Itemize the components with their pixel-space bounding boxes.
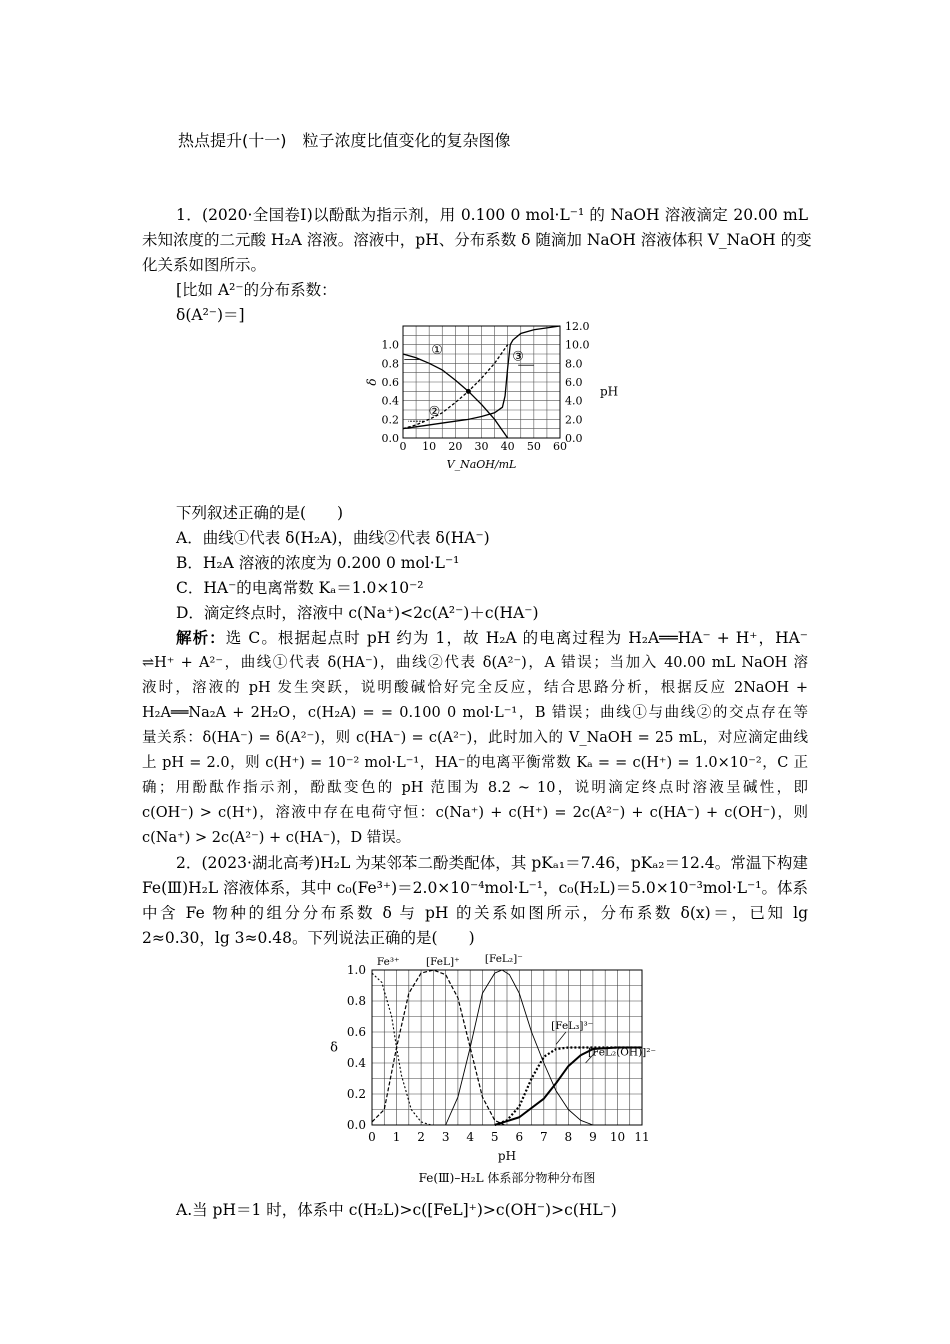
x-tick-label: 0 (368, 1130, 376, 1144)
x-tick-label: 5 (490, 1130, 499, 1144)
x-tick-label: 11 (634, 1130, 650, 1144)
y-left-tick-label: 0.6 (381, 376, 399, 389)
y-left-axis-label: δ (365, 378, 379, 386)
species-label: [FeL]⁺ (426, 956, 460, 968)
curve-label: ② (428, 404, 441, 420)
analysis-label: 解析： (176, 628, 226, 647)
x-tick-label: 0 (399, 440, 407, 453)
y-tick-label: 0.0 (346, 1118, 366, 1132)
y-tick-label: 0.8 (346, 994, 366, 1008)
x-tick-label: 7 (539, 1130, 548, 1144)
x-tick-label: 10 (609, 1130, 626, 1144)
y-left-tick-label: 0.2 (381, 413, 399, 427)
x-tick-label: 9 (589, 1130, 597, 1144)
y-axis-label: δ (330, 1040, 338, 1056)
y-right-tick-label: 0.0 (565, 432, 583, 445)
species-label: [FeL₃]³⁻ (551, 1019, 594, 1032)
y-tick-label: 1.0 (346, 963, 366, 977)
y-right-tick-label: 8.0 (565, 357, 583, 371)
q1-analysis-line-7: 确；用酚酞作指示剂，酚酞变色的 pH 范围为 8.2 ~ 10，说明滴定终点时溶液呈碱性，即 (142, 780, 808, 796)
q1-line-5: δ(A²⁻)＝] (176, 306, 245, 324)
y-tick-label: 0.2 (346, 1087, 366, 1101)
q2-line-1: 2．(2023·湖北高考)H₂L 为某邻苯二酚类配体，其 pKₐ₁＝7.46，pKₐ₂＝12.4。常温下构建 (176, 854, 808, 872)
q2-line-4: 2≈0.30，lg 3≈0.48。下列说法正确的是( ) (142, 929, 475, 947)
curve-label: ③ (512, 349, 524, 365)
curve-label: ① (431, 343, 443, 358)
x-axis-label: V_NaOH/mL (446, 458, 517, 471)
y-right-tick-label: 4.0 (565, 394, 583, 408)
species-label: [FeL₂(OH)]²⁻ (588, 1046, 657, 1059)
x-tick-label: 4 (466, 1130, 475, 1144)
species-label: [FeL₂]⁻ (484, 953, 523, 965)
intersection-point (466, 389, 471, 394)
q1-analysis-line-6: 上 pH = 2.0，则 c(H⁺) = 10⁻² mol·L⁻¹，HA⁻的电离平衡常数 Kₐ = = c(H⁺) = 1.0×10⁻²，C 正 (142, 755, 808, 771)
y-right-tick-label: 6.0 (565, 376, 583, 389)
y-left-tick-label: 1.0 (381, 338, 399, 352)
q1-stem: 下列叙述正确的是( ) (176, 504, 344, 522)
q1-analysis-line-9: c(Na⁺) > 2c(A²⁻) + c(HA⁻)，D 错误。 (142, 830, 411, 846)
y-left-tick-label: 0.0 (381, 432, 399, 445)
q1-option-d: D．滴定终点时，溶液中 c(Na⁺)<2c(A²⁻)＋c(HA⁻) (176, 604, 539, 622)
x-tick-label: 50 (526, 440, 541, 453)
y-left-tick-label: 0.4 (381, 394, 399, 408)
x-axis-label: pH (497, 1149, 517, 1163)
x-tick-label: 6 (515, 1130, 524, 1144)
x-tick-label: 30 (474, 440, 489, 453)
x-tick-label: 40 (500, 440, 515, 453)
q2-line-2: Fe(Ⅲ)H₂L 溶液体系，其中 c₀(Fe³⁺)＝2.0×10⁻⁴mol·L⁻¹，c₀(H₂L)＝5.0×10⁻³mol·L⁻¹。体系 (142, 879, 808, 897)
x-tick-label: 3 (441, 1130, 450, 1144)
q2-option-a: A.当 pH＝1 时，体系中 c(H₂L)>c([FeL]⁺)>c(OH⁻)>c(HL⁻) (176, 1201, 617, 1219)
analysis-text: 选 C。根据起点时 pH 约为 1，故 H₂A 的电离过程为 H₂A══HA⁻ + H⁺，HA⁻ (225, 629, 808, 647)
pointer-feL3 (556, 1032, 566, 1044)
q2-line-3: 中含 Fe 物种的组分分布系数 δ 与 pH 的关系如图所示，分布系数 δ(x)＝，已知 lg (142, 904, 808, 922)
q1-analysis-line-2: ⇌H⁺ + A²⁻，曲线①代表 δ(HA⁻)，曲线②代表 δ(A²⁻)，A 错误；当加入 40.00 mL NaOH 溶 (142, 655, 808, 671)
species-label: Fe³⁺ (376, 956, 400, 968)
y-right-tick-label: 12.0 (565, 320, 590, 333)
y-right-tick-label: 10.0 (565, 338, 590, 352)
y-left-tick-label: 0.8 (381, 357, 399, 371)
q1-option-c: C．HA⁻的电离常数 Kₐ＝1.0×10⁻² (176, 579, 424, 597)
x-tick-label: 10 (422, 440, 437, 453)
x-tick-label: 2 (417, 1130, 425, 1144)
y-right-tick-label: 2.0 (565, 413, 583, 427)
y-tick-label: 0.6 (346, 1025, 366, 1039)
x-tick-label: 1 (392, 1130, 401, 1144)
x-tick-label: 60 (553, 440, 567, 453)
x-tick-label: 8 (564, 1130, 573, 1144)
titration-chart (360, 318, 630, 478)
section-heading: 热点提升(十一) 粒子浓度比值变化的复杂图像 (178, 131, 511, 150)
q1-analysis-line-3: 液时，溶液的 pH 发生突跃，说明酸碱恰好完全反应，结合思路分析，根据反应 2NaOH + (142, 680, 808, 696)
q1-option-b: B．H₂A 溶液的浓度为 0.200 0 mol·L⁻¹ (176, 554, 460, 572)
y-right-axis-label: pH (600, 384, 619, 399)
q1-analysis-line-5: 量关系：δ(HA⁻) = δ(A²⁻)，则 c(HA⁻) = c(A²⁻)，此时加入的 V_NaOH = 25 mL，对应滴定曲线 (142, 730, 808, 746)
species-distribution-chart (320, 950, 660, 1190)
species-line-1 (372, 973, 431, 1125)
q1-line-3: 化关系如图所示。 (142, 256, 267, 274)
q1-line-2: 未知浓度的二元酸 H₂A 溶液。溶液中，pH、分布系数 δ 随滴加 NaOH 溶液体积 V_NaOH 的变 (142, 231, 812, 249)
q1-analysis-line-1 (176, 628, 808, 648)
q1-analysis-line-4: H₂A══Na₂A + 2H₂O，c(H₂A) = = 0.100 0 mol·L⁻¹，B 错误；曲线①与曲线②的交点存在等 (142, 705, 808, 721)
q1-option-a: A．曲线①代表 δ(H₂A)，曲线②代表 δ(HA⁻) (176, 529, 490, 547)
x-tick-label: 20 (448, 440, 463, 453)
q1-line-4: [比如 A²⁻的分布系数： (176, 281, 337, 299)
y-tick-label: 0.4 (346, 1056, 366, 1070)
q1-analysis-line-8: c(OH⁻) > c(H⁺)，溶液中存在电荷守恒：c(Na⁺) + c(H⁺) = 2c(A²⁻) + c(HA⁻) + c(OH⁻)，则 (142, 805, 808, 821)
chart-title: Fe(Ⅲ)–H₂L 体系部分物种分布图 (418, 1171, 596, 1185)
q1-line-1: 1．(2020·全国卷Ⅰ)以酚酞为指示剂，用 0.100 0 mol·L⁻¹ 的 NaOH 溶液滴定 20.00 mL (176, 206, 808, 224)
